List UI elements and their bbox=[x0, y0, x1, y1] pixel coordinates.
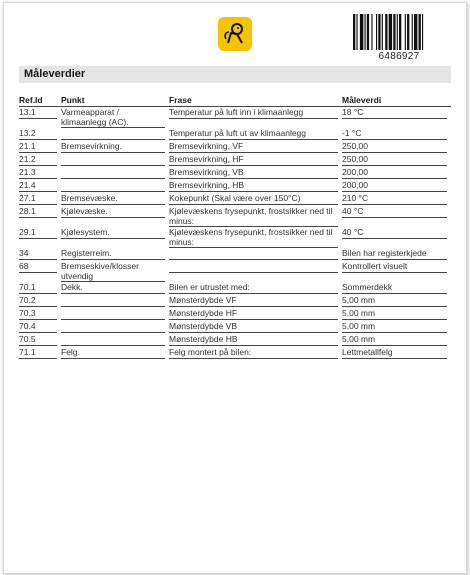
ref-cell-text: 34 bbox=[19, 249, 57, 260]
value-cell bbox=[342, 282, 451, 295]
frase-cell bbox=[169, 180, 342, 193]
barcode-bar bbox=[353, 14, 355, 50]
value-cell-text: 5,00 mm bbox=[342, 335, 447, 346]
value-cell-text: Bilen har registerkjede bbox=[342, 249, 447, 260]
punkt-cell-text bbox=[61, 155, 165, 166]
frase-cell-text: Mønsterdybde VF bbox=[169, 296, 338, 307]
ref-cell-text: 71.1 bbox=[19, 348, 57, 359]
punkt-cell-text bbox=[61, 322, 165, 333]
frase-cell-text: Bilen er utrustet med: bbox=[169, 283, 338, 294]
frase-cell bbox=[169, 334, 342, 347]
barcode-bar bbox=[371, 14, 372, 50]
frase-cell bbox=[169, 141, 342, 154]
punkt-cell-text bbox=[61, 181, 165, 192]
value-cell-text: 40 °C bbox=[342, 228, 447, 239]
header-ref-id: Ref.Id bbox=[19, 95, 61, 107]
value-cell bbox=[342, 167, 451, 180]
ref-cell bbox=[19, 227, 61, 248]
ref-cell-text: 21.2 bbox=[19, 155, 57, 166]
value-cell-text: -1 °C bbox=[342, 129, 447, 140]
punkt-cell bbox=[61, 227, 169, 248]
frase-cell-text: Kokepunkt (Skal være over 150°C) bbox=[169, 194, 338, 205]
punkt-cell-text: Bremsevirkning. bbox=[61, 142, 165, 153]
frase-cell bbox=[169, 154, 342, 167]
value-cell-text: 40 °C bbox=[342, 207, 447, 218]
measurement-table bbox=[19, 95, 451, 360]
table-row bbox=[19, 334, 451, 347]
frase-cell-text: Bremsevirkning, HF bbox=[169, 155, 338, 166]
table-row bbox=[19, 141, 451, 154]
frase-cell-text bbox=[169, 262, 338, 273]
ref-cell bbox=[19, 321, 61, 334]
frase-cell bbox=[169, 128, 342, 141]
frase-cell-text: Bremsevirkning, VB bbox=[169, 168, 338, 179]
frase-cell bbox=[169, 321, 342, 334]
frase-cell bbox=[169, 261, 342, 282]
punkt-cell-text: Bremsevæske. bbox=[61, 194, 165, 205]
punkt-cell-text bbox=[61, 335, 165, 346]
punkt-cell bbox=[61, 334, 169, 347]
ref-cell bbox=[19, 167, 61, 180]
frase-cell bbox=[169, 282, 342, 295]
value-cell bbox=[342, 308, 451, 321]
barcode-bar bbox=[385, 14, 387, 50]
punkt-cell-text bbox=[61, 129, 165, 140]
punkt-cell-text: Dekk. bbox=[61, 283, 165, 294]
ref-cell bbox=[19, 193, 61, 206]
ref-cell bbox=[19, 347, 61, 360]
punkt-cell-text: Varmeapparat / klimaanlegg (AC). bbox=[61, 108, 165, 128]
frase-cell-text: Mønsterdybde HB bbox=[169, 335, 338, 346]
table-row bbox=[19, 295, 451, 308]
value-cell bbox=[342, 193, 451, 206]
frase-cell-text: Kjølevæskens frysepunkt, frostsikker ned til minus: bbox=[169, 228, 338, 248]
value-cell-text: 200,00 bbox=[342, 168, 447, 179]
punkt-cell bbox=[61, 248, 169, 261]
table-row bbox=[19, 347, 451, 360]
ref-cell bbox=[19, 206, 61, 227]
punkt-cell-text: Kjølevæske. bbox=[61, 207, 165, 218]
frase-cell-text: Bremsevirkning, HB bbox=[169, 181, 338, 192]
frase-cell bbox=[169, 107, 342, 129]
table-row bbox=[19, 308, 451, 321]
table-row bbox=[19, 154, 451, 167]
barcode-bar bbox=[419, 14, 421, 50]
lion-logo-svg bbox=[222, 21, 248, 47]
table-row bbox=[19, 128, 451, 141]
frase-cell-text: Felg montert på bilen: bbox=[169, 348, 338, 359]
table-row bbox=[19, 261, 451, 282]
value-cell-text: 5,00 mm bbox=[342, 322, 447, 333]
ref-cell-text: 21.1 bbox=[19, 142, 57, 153]
punkt-cell bbox=[61, 321, 169, 334]
ref-cell-text: 68 bbox=[19, 262, 57, 273]
punkt-cell bbox=[61, 347, 169, 360]
barcode-bar bbox=[376, 14, 377, 50]
frase-cell bbox=[169, 193, 342, 206]
punkt-cell bbox=[61, 261, 169, 282]
value-cell bbox=[342, 180, 451, 193]
section-title: Måleverdier bbox=[24, 68, 86, 80]
table-row bbox=[19, 282, 451, 295]
ref-cell-text: 21.4 bbox=[19, 181, 57, 192]
barcode-icon bbox=[353, 14, 445, 50]
value-cell bbox=[342, 248, 451, 261]
punkt-cell-text bbox=[61, 309, 165, 320]
header-maleverdi: Måleverdi bbox=[342, 95, 451, 107]
barcode-bar bbox=[393, 14, 395, 50]
value-cell bbox=[342, 128, 451, 141]
ref-cell-text: 13.2 bbox=[19, 129, 57, 140]
table-row bbox=[19, 227, 451, 248]
value-cell-text: Kontrollert visuelt bbox=[342, 262, 447, 273]
punkt-cell bbox=[61, 154, 169, 167]
barcode-bar bbox=[399, 14, 401, 50]
table-row bbox=[19, 180, 451, 193]
ref-cell bbox=[19, 141, 61, 154]
ref-cell-text: 70.2 bbox=[19, 296, 57, 307]
punkt-cell-text: Felg. bbox=[61, 348, 165, 359]
frase-cell-text bbox=[169, 249, 338, 260]
barcode-bar bbox=[397, 14, 398, 50]
ref-cell bbox=[19, 248, 61, 261]
value-cell-text: 250,00 bbox=[342, 142, 447, 153]
barcode-bar bbox=[378, 14, 380, 50]
value-cell-text: 18 °C bbox=[342, 108, 447, 119]
lion-logo-icon bbox=[218, 17, 252, 51]
value-cell-text: Lettmetallfelg bbox=[342, 348, 447, 359]
value-cell bbox=[342, 321, 451, 334]
punkt-cell bbox=[61, 180, 169, 193]
punkt-cell-text bbox=[61, 296, 165, 307]
barcode-bar bbox=[360, 14, 363, 50]
barcode-number: 6486927 bbox=[378, 51, 420, 62]
barcode-bar bbox=[414, 14, 417, 50]
ref-cell-text: 70.5 bbox=[19, 335, 57, 346]
punkt-cell-text: Kjølesystem. bbox=[61, 228, 165, 239]
value-cell bbox=[342, 347, 451, 360]
table-row bbox=[19, 321, 451, 334]
frase-cell bbox=[169, 308, 342, 321]
table-row bbox=[19, 248, 451, 261]
punkt-cell-text: Bremseskive/klosser utvendig bbox=[61, 262, 165, 282]
ref-cell bbox=[19, 107, 61, 129]
ref-cell-text: 29.1 bbox=[19, 228, 57, 239]
barcode-bar bbox=[422, 14, 423, 50]
table-header-row bbox=[19, 95, 451, 107]
barcode-bar bbox=[365, 14, 366, 50]
value-cell-text: Sommerdekk bbox=[342, 283, 447, 294]
frase-cell-text: Bremsevirkning, VF bbox=[169, 142, 338, 153]
value-cell-text: 5,00 mm bbox=[342, 309, 447, 320]
punkt-cell-text bbox=[61, 168, 165, 179]
value-cell bbox=[342, 206, 451, 227]
barcode-bar bbox=[367, 14, 369, 50]
ref-cell bbox=[19, 261, 61, 282]
barcode-bar bbox=[412, 14, 413, 50]
value-cell bbox=[342, 154, 451, 167]
ref-cell bbox=[19, 154, 61, 167]
table-row bbox=[19, 107, 451, 129]
frase-cell-text: Mønsterdybde HF bbox=[169, 309, 338, 320]
punkt-cell bbox=[61, 141, 169, 154]
ref-cell bbox=[19, 295, 61, 308]
value-cell bbox=[342, 141, 451, 154]
ref-cell-text: 70.1 bbox=[19, 283, 57, 294]
ref-cell-text: 70.3 bbox=[19, 309, 57, 320]
ref-cell bbox=[19, 334, 61, 347]
value-cell-text: 250,00 bbox=[342, 155, 447, 166]
ref-cell-text: 70.4 bbox=[19, 322, 57, 333]
ref-cell bbox=[19, 180, 61, 193]
frase-cell bbox=[169, 167, 342, 180]
ref-cell-text: 27.1 bbox=[19, 194, 57, 205]
barcode-bar bbox=[389, 14, 392, 50]
frase-cell-text: Temperatur på luft ut av klimaanlegg bbox=[169, 129, 338, 140]
value-cell bbox=[342, 107, 451, 129]
barcode-bar bbox=[382, 14, 383, 50]
ref-cell bbox=[19, 282, 61, 295]
punkt-cell bbox=[61, 107, 169, 129]
table-row bbox=[19, 206, 451, 227]
punkt-cell bbox=[61, 167, 169, 180]
frase-cell-text: Mønsterdybde VB bbox=[169, 322, 338, 333]
barcode-bar bbox=[405, 14, 406, 50]
frase-cell-text: Temperatur på luft inn i klimaanlegg bbox=[169, 108, 338, 119]
punkt-cell bbox=[61, 282, 169, 295]
punkt-cell bbox=[61, 206, 169, 227]
table-row bbox=[19, 167, 451, 180]
value-cell bbox=[342, 227, 451, 248]
section-header bbox=[19, 66, 451, 83]
ref-cell-text: 21.3 bbox=[19, 168, 57, 179]
ref-cell bbox=[19, 128, 61, 141]
punkt-cell bbox=[61, 308, 169, 321]
barcode-bar bbox=[407, 14, 409, 50]
punkt-cell bbox=[61, 295, 169, 308]
punkt-cell-text: Registerreim. bbox=[61, 249, 165, 260]
ref-cell bbox=[19, 308, 61, 321]
punkt-cell bbox=[61, 193, 169, 206]
value-cell-text: 200,00 bbox=[342, 181, 447, 192]
value-cell bbox=[342, 261, 451, 282]
value-cell-text: 5,00 mm bbox=[342, 296, 447, 307]
frase-cell-text: Kjølevæskens frysepunkt, frostsikker ned til minus: bbox=[169, 207, 338, 227]
frase-cell bbox=[169, 227, 342, 248]
ref-cell-text: 28.1 bbox=[19, 207, 57, 218]
barcode-bar bbox=[356, 14, 357, 50]
header-punkt: Punkt bbox=[61, 95, 169, 107]
punkt-cell bbox=[61, 128, 169, 141]
frase-cell bbox=[169, 206, 342, 227]
table-row bbox=[19, 193, 451, 206]
value-cell bbox=[342, 334, 451, 347]
frase-cell bbox=[169, 347, 342, 360]
frase-cell bbox=[169, 295, 342, 308]
ref-cell-text: 13.1 bbox=[19, 108, 57, 119]
header-frase: Frase bbox=[169, 95, 342, 107]
value-cell bbox=[342, 295, 451, 308]
frase-cell bbox=[169, 248, 342, 261]
value-cell-text: 210 °C bbox=[342, 194, 447, 205]
